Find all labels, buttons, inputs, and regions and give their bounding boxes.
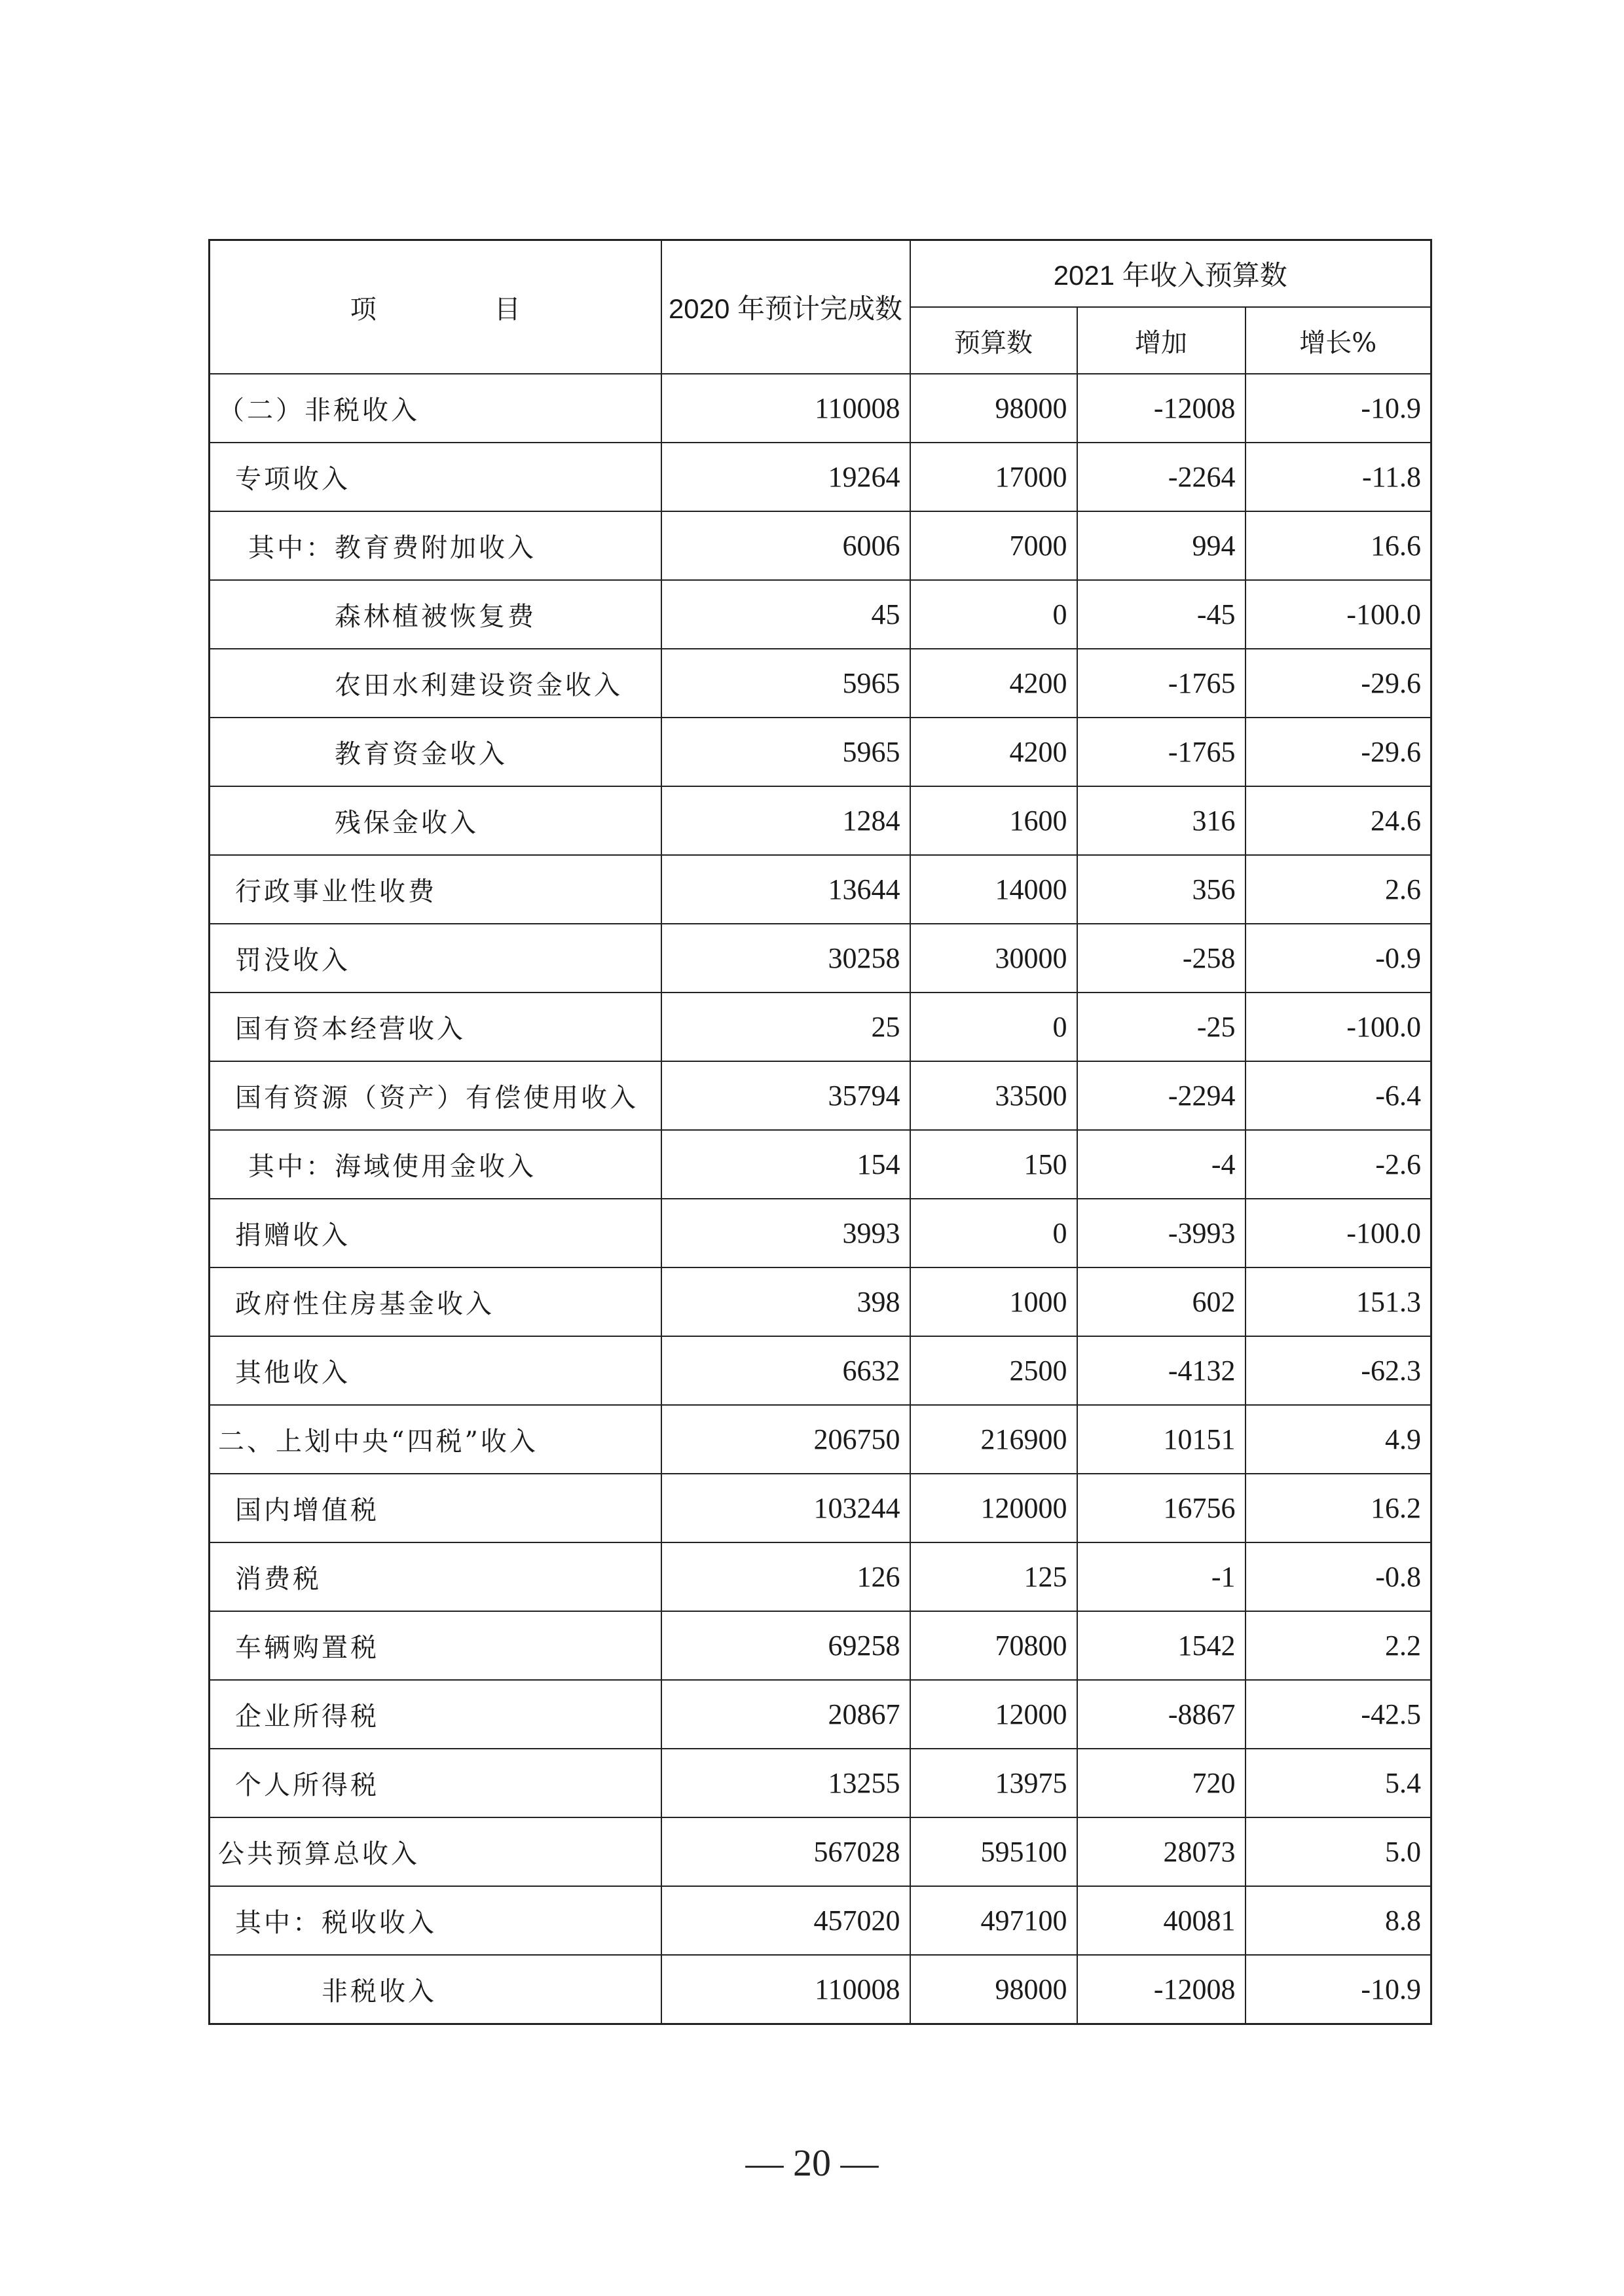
growth-value: 16.6: [1246, 511, 1431, 580]
increase-value: 40081: [1077, 1886, 1246, 1955]
table-body: [210, 374, 1431, 2024]
row-label: 国有资源（资产）有偿使用收入: [210, 1061, 661, 1130]
increase-value: 316: [1077, 786, 1246, 855]
row-label: 行政事业性收费: [210, 855, 661, 924]
increase-value: -12008: [1077, 374, 1246, 443]
table-row: [210, 649, 1431, 718]
increase-value: -8867: [1077, 1680, 1246, 1749]
budget-value: 0: [910, 993, 1077, 1061]
growth-value: 8.8: [1246, 1886, 1431, 1955]
row-label: 捐赠收入: [210, 1199, 661, 1267]
increase-value: 16756: [1077, 1474, 1246, 1542]
budget-value: 12000: [910, 1680, 1077, 1749]
prior-year-value: 5965: [661, 718, 910, 786]
growth-value: -0.8: [1246, 1542, 1431, 1611]
prior-year-value: 1284: [661, 786, 910, 855]
growth-value: -100.0: [1246, 993, 1431, 1061]
table-row: [210, 443, 1431, 511]
budget-value: 150: [910, 1130, 1077, 1199]
table-row: [210, 924, 1431, 993]
increase-value: -2264: [1077, 443, 1246, 511]
increase-value: -12008: [1077, 1955, 1246, 2024]
increase-value: -4: [1077, 1130, 1246, 1199]
prior-year-value: 457020: [661, 1886, 910, 1955]
table-row: [210, 1336, 1431, 1405]
increase-value: -1765: [1077, 718, 1246, 786]
table-row: [210, 1474, 1431, 1542]
increase-value: 1542: [1077, 1611, 1246, 1680]
growth-value: 5.4: [1246, 1749, 1431, 1817]
row-label: 个人所得税: [210, 1749, 661, 1817]
growth-value: 151.3: [1246, 1267, 1431, 1336]
growth-value: 16.2: [1246, 1474, 1431, 1542]
table-row: [210, 1130, 1431, 1199]
growth-value: -62.3: [1246, 1336, 1431, 1405]
growth-value: -6.4: [1246, 1061, 1431, 1130]
budget-value: 1000: [910, 1267, 1077, 1336]
table-row: [210, 1542, 1431, 1611]
row-label: 农田水利建设资金收入: [210, 649, 661, 718]
item-header-char-2: 目: [494, 294, 521, 325]
table-row: [210, 511, 1431, 580]
budget-value: 7000: [910, 511, 1077, 580]
table-row: [210, 1749, 1431, 1817]
prior-year-value: 110008: [661, 1955, 910, 2024]
table-row: [210, 1611, 1431, 1680]
budget-value: 2500: [910, 1336, 1077, 1405]
growth-value: 4.9: [1246, 1405, 1431, 1474]
budget-value: 216900: [910, 1405, 1077, 1474]
increase-value: 602: [1077, 1267, 1246, 1336]
prior-year-column-header: 2020 年预计完成数: [661, 240, 910, 374]
table-row: [210, 1199, 1431, 1267]
prior-year-value: 3993: [661, 1199, 910, 1267]
increase-value: 994: [1077, 511, 1246, 580]
budget-value: 70800: [910, 1611, 1077, 1680]
row-label: 国内增值税: [210, 1474, 661, 1542]
table-row: [210, 1955, 1431, 2024]
prior-year-value: 19264: [661, 443, 910, 511]
row-label: 其中：教育费附加收入: [210, 511, 661, 580]
increase-value: 10151: [1077, 1405, 1246, 1474]
prior-year-value: 13644: [661, 855, 910, 924]
prior-year-value: 206750: [661, 1405, 910, 1474]
growth-value: -29.6: [1246, 718, 1431, 786]
row-label: 教育资金收入: [210, 718, 661, 786]
growth-value: -42.5: [1246, 1680, 1431, 1749]
budget-table-container: [208, 239, 1430, 2025]
growth-value: -0.9: [1246, 924, 1431, 993]
growth-value: -11.8: [1246, 443, 1431, 511]
row-label: 残保金收入: [210, 786, 661, 855]
table-row: [210, 786, 1431, 855]
budget-value: 4200: [910, 718, 1077, 786]
row-label: 公共预算总收入: [210, 1817, 661, 1886]
budget-value: 14000: [910, 855, 1077, 924]
page-number: — 20 —: [745, 2141, 879, 2184]
table-row: [210, 1886, 1431, 1955]
increase-column-header: 增加: [1077, 307, 1246, 374]
growth-column-header: 增长%: [1246, 307, 1431, 374]
growth-value: -2.6: [1246, 1130, 1431, 1199]
table-row: [210, 1680, 1431, 1749]
table-row: [210, 855, 1431, 924]
budget-value: 13975: [910, 1749, 1077, 1817]
budget-value: 98000: [910, 1955, 1077, 2024]
budget-value: 4200: [910, 649, 1077, 718]
growth-value: -29.6: [1246, 649, 1431, 718]
budget-value: 497100: [910, 1886, 1077, 1955]
row-label: 其他收入: [210, 1336, 661, 1405]
row-label: 企业所得税: [210, 1680, 661, 1749]
budget-column-header: 预算数: [910, 307, 1077, 374]
budget-value: 0: [910, 1199, 1077, 1267]
row-label: 森林植被恢复费: [210, 580, 661, 649]
budget-value: 98000: [910, 374, 1077, 443]
increase-value: 28073: [1077, 1817, 1246, 1886]
table-row: [210, 374, 1431, 443]
prior-year-value: 69258: [661, 1611, 910, 1680]
growth-value: -100.0: [1246, 1199, 1431, 1267]
prior-year-value: 110008: [661, 374, 910, 443]
revenue-budget-table: [208, 239, 1432, 2025]
budget-value: 595100: [910, 1817, 1077, 1886]
prior-year-value: 398: [661, 1267, 910, 1336]
row-label: （二）非税收入: [210, 374, 661, 443]
table-row: [210, 1267, 1431, 1336]
row-label: 国有资本经营收入: [210, 993, 661, 1061]
growth-value: 5.0: [1246, 1817, 1431, 1886]
prior-year-value: 126: [661, 1542, 910, 1611]
increase-value: -258: [1077, 924, 1246, 993]
budget-value: 0: [910, 580, 1077, 649]
table-row: [210, 993, 1431, 1061]
budget-value: 1600: [910, 786, 1077, 855]
prior-year-value: 6632: [661, 1336, 910, 1405]
growth-value: 2.2: [1246, 1611, 1431, 1680]
prior-year-value: 25: [661, 993, 910, 1061]
increase-value: -1: [1077, 1542, 1246, 1611]
header-row-1: [210, 240, 1431, 308]
prior-year-value: 567028: [661, 1817, 910, 1886]
budget-value: 120000: [910, 1474, 1077, 1542]
prior-year-value: 5965: [661, 649, 910, 718]
row-label: 其中：税收收入: [210, 1886, 661, 1955]
prior-year-value: 6006: [661, 511, 910, 580]
table-row: [210, 1061, 1431, 1130]
increase-value: -25: [1077, 993, 1246, 1061]
budget-value: 17000: [910, 443, 1077, 511]
prior-year-value: 103244: [661, 1474, 910, 1542]
growth-value: -100.0: [1246, 580, 1431, 649]
increase-value: -4132: [1077, 1336, 1246, 1405]
item-header-char-1: 项: [350, 294, 377, 325]
growth-value: 24.6: [1246, 786, 1431, 855]
row-label: 罚没收入: [210, 924, 661, 993]
increase-value: 720: [1077, 1749, 1246, 1817]
row-label: 消费税: [210, 1542, 661, 1611]
growth-value: 2.6: [1246, 855, 1431, 924]
prior-year-value: 30258: [661, 924, 910, 993]
increase-value: -2294: [1077, 1061, 1246, 1130]
row-label: 二、上划中央“四税”收入: [210, 1405, 661, 1474]
increase-value: -45: [1077, 580, 1246, 649]
prior-year-value: 45: [661, 580, 910, 649]
row-label: 专项收入: [210, 443, 661, 511]
budget-value: 33500: [910, 1061, 1077, 1130]
increase-value: -3993: [1077, 1199, 1246, 1267]
row-label: 非税收入: [210, 1955, 661, 2024]
growth-value: -10.9: [1246, 374, 1431, 443]
budget-value: 125: [910, 1542, 1077, 1611]
table-row: [210, 580, 1431, 649]
table-row: [210, 718, 1431, 786]
prior-year-value: 20867: [661, 1680, 910, 1749]
row-label: 车辆购置税: [210, 1611, 661, 1680]
growth-value: -10.9: [1246, 1955, 1431, 2024]
prior-year-value: 154: [661, 1130, 910, 1199]
prior-year-value: 13255: [661, 1749, 910, 1817]
table-row: [210, 1405, 1431, 1474]
row-label: 政府性住房基金收入: [210, 1267, 661, 1336]
budget-value: 30000: [910, 924, 1077, 993]
budget-group-header: 2021 年收入预算数: [910, 240, 1431, 308]
increase-value: 356: [1077, 855, 1246, 924]
increase-value: -1765: [1077, 649, 1246, 718]
prior-year-value: 35794: [661, 1061, 910, 1130]
table-row: [210, 1817, 1431, 1886]
row-label: 其中：海域使用金收入: [210, 1130, 661, 1199]
item-column-header: [210, 240, 661, 374]
